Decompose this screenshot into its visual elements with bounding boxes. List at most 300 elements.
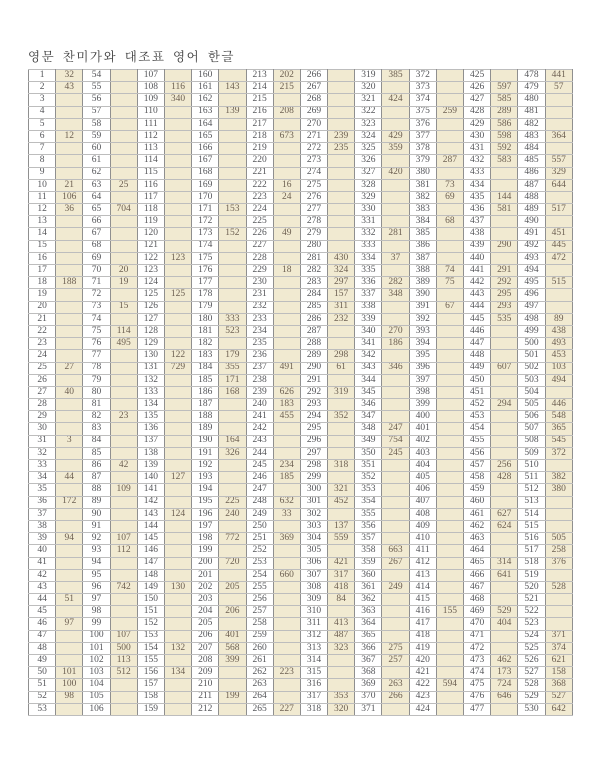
hymn-index-cell: 211 [192, 691, 219, 703]
hymn-index-cell: 136 [137, 423, 164, 435]
hymn-index-cell: 296 [300, 435, 327, 447]
hymn-value-cell [110, 594, 137, 606]
table-row [29, 277, 573, 289]
hymn-value-cell: 208 [273, 106, 300, 118]
hymn-index-cell: 87 [83, 472, 110, 484]
hymn-value-cell [219, 618, 246, 630]
hymn-index-cell: 281 [300, 252, 327, 264]
hymn-value-cell [164, 277, 191, 289]
hymn-value-cell: 355 [219, 362, 246, 374]
hymn-value-cell: 267 [382, 557, 409, 569]
hymn-index-cell: 85 [83, 447, 110, 459]
hymn-index-cell: 373 [409, 82, 436, 94]
hymn-index-cell: 476 [464, 691, 491, 703]
hymn-value-cell [56, 301, 83, 313]
hymn-index-cell: 405 [409, 472, 436, 484]
hymn-value-cell [545, 289, 572, 301]
hymn-value-cell: 21 [56, 179, 83, 191]
hymn-index-cell: 461 [464, 508, 491, 520]
hymn-value-cell: 673 [273, 130, 300, 142]
hymn-index-cell: 459 [464, 484, 491, 496]
hymn-index-cell: 46 [29, 618, 56, 630]
hymn-value-cell [164, 167, 191, 179]
hymn-value-cell: 134 [164, 667, 191, 679]
hymn-value-cell [110, 606, 137, 618]
hymn-value-cell: 24 [273, 191, 300, 203]
hymn-index-cell: 227 [246, 240, 273, 252]
hymn-value-cell: 49 [273, 228, 300, 240]
hymn-index-cell: 207 [192, 642, 219, 654]
hymn-index-cell: 472 [464, 642, 491, 654]
hymn-index-cell: 288 [300, 338, 327, 350]
hymn-value-cell [273, 289, 300, 301]
hymn-index-cell: 56 [83, 94, 110, 106]
table-row [29, 496, 573, 508]
hymn-index-cell: 307 [300, 569, 327, 581]
table-row [29, 204, 573, 216]
hymn-index-cell: 284 [300, 289, 327, 301]
hymn-value-cell [491, 447, 518, 459]
hymn-index-cell: 71 [83, 277, 110, 289]
hymn-value-cell: 401 [219, 630, 246, 642]
hymn-index-cell: 406 [409, 484, 436, 496]
hymn-value-cell: 240 [219, 508, 246, 520]
hymn-index-cell: 521 [518, 594, 545, 606]
hymn-index-cell: 70 [83, 265, 110, 277]
hymn-value-cell [110, 191, 137, 203]
hymn-value-cell [56, 508, 83, 520]
hymn-value-cell: 139 [219, 106, 246, 118]
table-row [29, 191, 573, 203]
hymn-index-cell: 129 [137, 338, 164, 350]
hymn-value-cell [164, 313, 191, 325]
hymn-value-cell: 742 [110, 581, 137, 593]
hymn-value-cell: 494 [545, 374, 572, 386]
hymn-value-cell [110, 520, 137, 532]
hymn-value-cell [328, 240, 355, 252]
hymn-value-cell [56, 557, 83, 569]
hymn-index-cell: 167 [192, 155, 219, 167]
hymn-index-cell: 440 [464, 252, 491, 264]
hymn-index-cell: 450 [464, 374, 491, 386]
hymn-value-cell: 493 [545, 338, 572, 350]
hymn-value-cell: 441 [545, 70, 572, 82]
hymn-index-cell: 249 [246, 508, 273, 520]
hymn-value-cell [491, 338, 518, 350]
hymn-value-cell: 234 [273, 460, 300, 472]
hymn-index-cell: 175 [192, 252, 219, 264]
hymn-value-cell [436, 581, 463, 593]
hymn-index-cell: 232 [246, 301, 273, 313]
hymn-value-cell [164, 594, 191, 606]
hymn-value-cell [491, 642, 518, 654]
hymn-index-cell: 354 [355, 496, 382, 508]
table-row [29, 642, 573, 654]
hymn-value-cell: 382 [545, 472, 572, 484]
hymn-index-cell: 34 [29, 472, 56, 484]
hymn-index-cell: 81 [83, 399, 110, 411]
hymn-value-cell [491, 411, 518, 423]
hymn-value-cell: 270 [382, 325, 409, 337]
hymn-value-cell [56, 703, 83, 715]
hymn-index-cell: 38 [29, 520, 56, 532]
hymn-value-cell [491, 496, 518, 508]
hymn-index-cell: 266 [300, 70, 327, 82]
hymn-index-cell: 179 [192, 301, 219, 313]
hymn-index-cell: 494 [518, 265, 545, 277]
hymn-value-cell [436, 508, 463, 520]
hymn-index-cell: 320 [355, 82, 382, 94]
hymn-index-cell: 526 [518, 655, 545, 667]
hymn-index-cell: 154 [137, 642, 164, 654]
hymn-value-cell: 123 [164, 252, 191, 264]
table-row [29, 545, 573, 557]
hymn-index-cell: 393 [409, 325, 436, 337]
hymn-cross-reference-table [28, 69, 573, 716]
hymn-value-cell [382, 630, 409, 642]
hymn-index-cell: 198 [192, 533, 219, 545]
hymn-index-cell: 195 [192, 496, 219, 508]
hymn-index-cell: 414 [409, 581, 436, 593]
hymn-value-cell [436, 447, 463, 459]
hymn-value-cell: 289 [491, 106, 518, 118]
hymn-value-cell [164, 411, 191, 423]
hymn-value-cell [219, 594, 246, 606]
hymn-index-cell: 242 [246, 423, 273, 435]
hymn-index-cell: 183 [192, 350, 219, 362]
hymn-index-cell: 346 [355, 399, 382, 411]
hymn-value-cell [491, 581, 518, 593]
hymn-value-cell [382, 106, 409, 118]
hymn-index-cell: 428 [464, 106, 491, 118]
hymn-value-cell [56, 460, 83, 472]
hymn-value-cell: 225 [219, 496, 246, 508]
hymn-index-cell: 41 [29, 557, 56, 569]
hymn-index-cell: 432 [464, 155, 491, 167]
hymn-value-cell: 16 [273, 179, 300, 191]
hymn-index-cell: 18 [29, 277, 56, 289]
hymn-index-cell: 112 [137, 130, 164, 142]
hymn-index-cell: 278 [300, 216, 327, 228]
hymn-value-cell [56, 118, 83, 130]
hymn-value-cell [219, 411, 246, 423]
hymn-index-cell: 343 [355, 362, 382, 374]
hymn-index-cell: 254 [246, 569, 273, 581]
hymn-index-cell: 364 [355, 618, 382, 630]
hymn-index-cell: 152 [137, 618, 164, 630]
hymn-value-cell: 205 [219, 581, 246, 593]
hymn-value-cell [164, 216, 191, 228]
hymn-value-cell [110, 508, 137, 520]
table-row [29, 533, 573, 545]
hymn-index-cell: 178 [192, 289, 219, 301]
hymn-value-cell [164, 143, 191, 155]
hymn-index-cell: 509 [518, 447, 545, 459]
hymn-value-cell [436, 325, 463, 337]
hymn-value-cell [56, 423, 83, 435]
hymn-index-cell: 365 [355, 630, 382, 642]
hymn-index-cell: 86 [83, 460, 110, 472]
hymn-value-cell [219, 265, 246, 277]
hymn-index-cell: 379 [409, 155, 436, 167]
hymn-value-cell [164, 240, 191, 252]
hymn-index-cell: 203 [192, 594, 219, 606]
hymn-value-cell [273, 435, 300, 447]
hymn-value-cell: 724 [491, 679, 518, 691]
hymn-value-cell [328, 204, 355, 216]
hymn-index-cell: 53 [29, 703, 56, 715]
table-row [29, 167, 573, 179]
hymn-index-cell: 353 [355, 484, 382, 496]
hymn-value-cell [164, 703, 191, 715]
hymn-value-cell [110, 374, 137, 386]
hymn-index-cell: 26 [29, 374, 56, 386]
hymn-value-cell: 451 [545, 228, 572, 240]
hymn-index-cell: 260 [246, 642, 273, 654]
hymn-value-cell: 223 [273, 667, 300, 679]
hymn-index-cell: 525 [518, 642, 545, 654]
hymn-index-cell: 253 [246, 557, 273, 569]
hymn-index-cell: 199 [192, 545, 219, 557]
hymn-index-cell: 164 [192, 118, 219, 130]
hymn-value-cell [219, 289, 246, 301]
hymn-index-cell: 213 [246, 70, 273, 82]
hymn-value-cell [273, 252, 300, 264]
hymn-value-cell: 155 [436, 606, 463, 618]
hymn-value-cell [491, 484, 518, 496]
hymn-value-cell: 3 [56, 435, 83, 447]
hymn-index-cell: 493 [518, 252, 545, 264]
hymn-value-cell [436, 533, 463, 545]
hymn-value-cell: 376 [545, 557, 572, 569]
hymn-index-cell: 101 [83, 642, 110, 654]
hymn-value-cell [164, 70, 191, 82]
hymn-index-cell: 300 [300, 484, 327, 496]
hymn-index-cell: 475 [464, 679, 491, 691]
hymn-index-cell: 20 [29, 301, 56, 313]
hymn-value-cell [382, 301, 409, 313]
hymn-value-cell: 438 [545, 325, 572, 337]
hymn-value-cell: 452 [328, 496, 355, 508]
hymn-value-cell: 317 [328, 569, 355, 581]
hymn-index-cell: 133 [137, 386, 164, 398]
hymn-index-cell: 21 [29, 313, 56, 325]
hymn-value-cell: 626 [273, 386, 300, 398]
hymn-index-cell: 113 [137, 143, 164, 155]
hymn-index-cell: 69 [83, 252, 110, 264]
hymn-value-cell: 172 [56, 496, 83, 508]
hymn-index-cell: 121 [137, 240, 164, 252]
hymn-index-cell: 209 [192, 667, 219, 679]
hymn-index-cell: 474 [464, 667, 491, 679]
hymn-value-cell: 704 [110, 204, 137, 216]
hymn-value-cell: 152 [219, 228, 246, 240]
hymn-index-cell: 359 [355, 557, 382, 569]
hymn-value-cell: 113 [110, 655, 137, 667]
hymn-index-cell: 189 [192, 423, 219, 435]
hymn-index-cell: 197 [192, 520, 219, 532]
hymn-index-cell: 489 [518, 204, 545, 216]
hymn-index-cell: 90 [83, 508, 110, 520]
hymn-value-cell [545, 569, 572, 581]
hymn-index-cell: 328 [355, 179, 382, 191]
hymn-index-cell: 95 [83, 569, 110, 581]
table-row [29, 70, 573, 82]
hymn-value-cell: 112 [110, 545, 137, 557]
hymn-value-cell [491, 167, 518, 179]
hymn-index-cell: 109 [137, 94, 164, 106]
hymn-index-cell: 32 [29, 447, 56, 459]
hymn-value-cell [545, 508, 572, 520]
hymn-value-cell [328, 545, 355, 557]
hymn-value-cell [56, 240, 83, 252]
hymn-value-cell: 352 [328, 411, 355, 423]
hymn-index-cell: 312 [300, 630, 327, 642]
hymn-index-cell: 248 [246, 496, 273, 508]
hymn-value-cell: 42 [110, 460, 137, 472]
hymn-value-cell [56, 374, 83, 386]
hymn-index-cell: 145 [137, 533, 164, 545]
hymn-index-cell: 159 [137, 703, 164, 715]
hymn-index-cell: 127 [137, 313, 164, 325]
hymn-index-cell: 527 [518, 667, 545, 679]
hymn-index-cell: 383 [409, 204, 436, 216]
hymn-value-cell: 130 [164, 581, 191, 593]
hymn-index-cell: 279 [300, 228, 327, 240]
hymn-value-cell: 75 [436, 277, 463, 289]
hymn-index-cell: 336 [355, 277, 382, 289]
hymn-value-cell: 68 [436, 216, 463, 228]
hymn-value-cell [219, 191, 246, 203]
hymn-index-cell: 221 [246, 167, 273, 179]
hymn-index-cell: 196 [192, 508, 219, 520]
hymn-index-cell: 201 [192, 569, 219, 581]
hymn-value-cell [56, 411, 83, 423]
hymn-value-cell: 445 [545, 240, 572, 252]
hymn-value-cell [56, 545, 83, 557]
hymn-index-cell: 411 [409, 545, 436, 557]
hymn-value-cell: 597 [491, 82, 518, 94]
hymn-value-cell [110, 289, 137, 301]
hymn-index-cell: 105 [83, 691, 110, 703]
hymn-value-cell: 523 [219, 325, 246, 337]
hymn-index-cell: 530 [518, 703, 545, 715]
hymn-value-cell: 586 [491, 118, 518, 130]
hymn-value-cell [273, 374, 300, 386]
hymn-value-cell: 40 [56, 386, 83, 398]
hymn-value-cell: 51 [56, 594, 83, 606]
hymn-value-cell [382, 82, 409, 94]
hymn-index-cell: 302 [300, 508, 327, 520]
table-row [29, 569, 573, 581]
hymn-value-cell: 84 [328, 594, 355, 606]
hymn-value-cell [382, 606, 409, 618]
hymn-value-cell: 353 [328, 691, 355, 703]
hymn-index-cell: 37 [29, 508, 56, 520]
hymn-value-cell [110, 167, 137, 179]
hymn-value-cell [219, 667, 246, 679]
hymn-index-cell: 91 [83, 520, 110, 532]
hymn-value-cell [219, 460, 246, 472]
hymn-value-cell: 632 [273, 496, 300, 508]
hymn-value-cell: 173 [491, 667, 518, 679]
hymn-value-cell: 67 [436, 301, 463, 313]
table-row [29, 94, 573, 106]
hymn-value-cell [219, 70, 246, 82]
hymn-value-cell [110, 240, 137, 252]
hymn-index-cell: 487 [518, 179, 545, 191]
hymn-index-cell: 389 [409, 277, 436, 289]
hymn-index-cell: 124 [137, 277, 164, 289]
hymn-value-cell [56, 630, 83, 642]
hymn-value-cell: 247 [382, 423, 409, 435]
hymn-index-cell: 507 [518, 423, 545, 435]
hymn-value-cell [110, 143, 137, 155]
hymn-index-cell: 522 [518, 606, 545, 618]
table-row [29, 447, 573, 459]
hymn-value-cell: 61 [328, 362, 355, 374]
hymn-value-cell: 424 [382, 94, 409, 106]
hymn-index-cell: 361 [355, 581, 382, 593]
hymn-index-cell: 12 [29, 204, 56, 216]
hymn-index-cell: 463 [464, 533, 491, 545]
hymn-value-cell: 545 [545, 435, 572, 447]
hymn-index-cell: 141 [137, 484, 164, 496]
hymn-index-cell: 117 [137, 191, 164, 203]
hymn-index-cell: 512 [518, 484, 545, 496]
table-row [29, 143, 573, 155]
hymn-value-cell: 298 [328, 350, 355, 362]
hymn-index-cell: 297 [300, 447, 327, 459]
hymn-index-cell: 9 [29, 167, 56, 179]
hymn-value-cell [164, 484, 191, 496]
hymn-value-cell [56, 520, 83, 532]
hymn-index-cell: 137 [137, 435, 164, 447]
hymn-value-cell [436, 618, 463, 630]
hymn-index-cell: 257 [246, 606, 273, 618]
hymn-index-cell: 7 [29, 143, 56, 155]
hymn-index-cell: 182 [192, 338, 219, 350]
hymn-index-cell: 235 [246, 338, 273, 350]
hymn-index-cell: 321 [355, 94, 382, 106]
hymn-value-cell: 43 [56, 82, 83, 94]
hymn-value-cell [273, 277, 300, 289]
hymn-value-cell [382, 374, 409, 386]
hymn-index-cell: 116 [137, 179, 164, 191]
hymn-value-cell [382, 386, 409, 398]
hymn-index-cell: 193 [192, 472, 219, 484]
hymn-value-cell: 500 [110, 642, 137, 654]
hymn-value-cell [110, 557, 137, 569]
hymn-value-cell: 258 [545, 545, 572, 557]
hymn-value-cell [56, 289, 83, 301]
hymn-value-cell [164, 301, 191, 313]
hymn-index-cell: 106 [83, 703, 110, 715]
hymn-value-cell [56, 216, 83, 228]
hymn-value-cell: 326 [219, 447, 246, 459]
hymn-index-cell: 412 [409, 557, 436, 569]
hymn-value-cell [491, 630, 518, 642]
hymn-value-cell [110, 496, 137, 508]
hymn-value-cell [273, 155, 300, 167]
hymn-index-cell: 295 [300, 423, 327, 435]
hymn-index-cell: 352 [355, 472, 382, 484]
hymn-value-cell: 215 [273, 82, 300, 94]
hymn-value-cell [328, 118, 355, 130]
hymn-value-cell [164, 338, 191, 350]
hymn-value-cell [164, 118, 191, 130]
hymn-index-cell: 333 [355, 240, 382, 252]
